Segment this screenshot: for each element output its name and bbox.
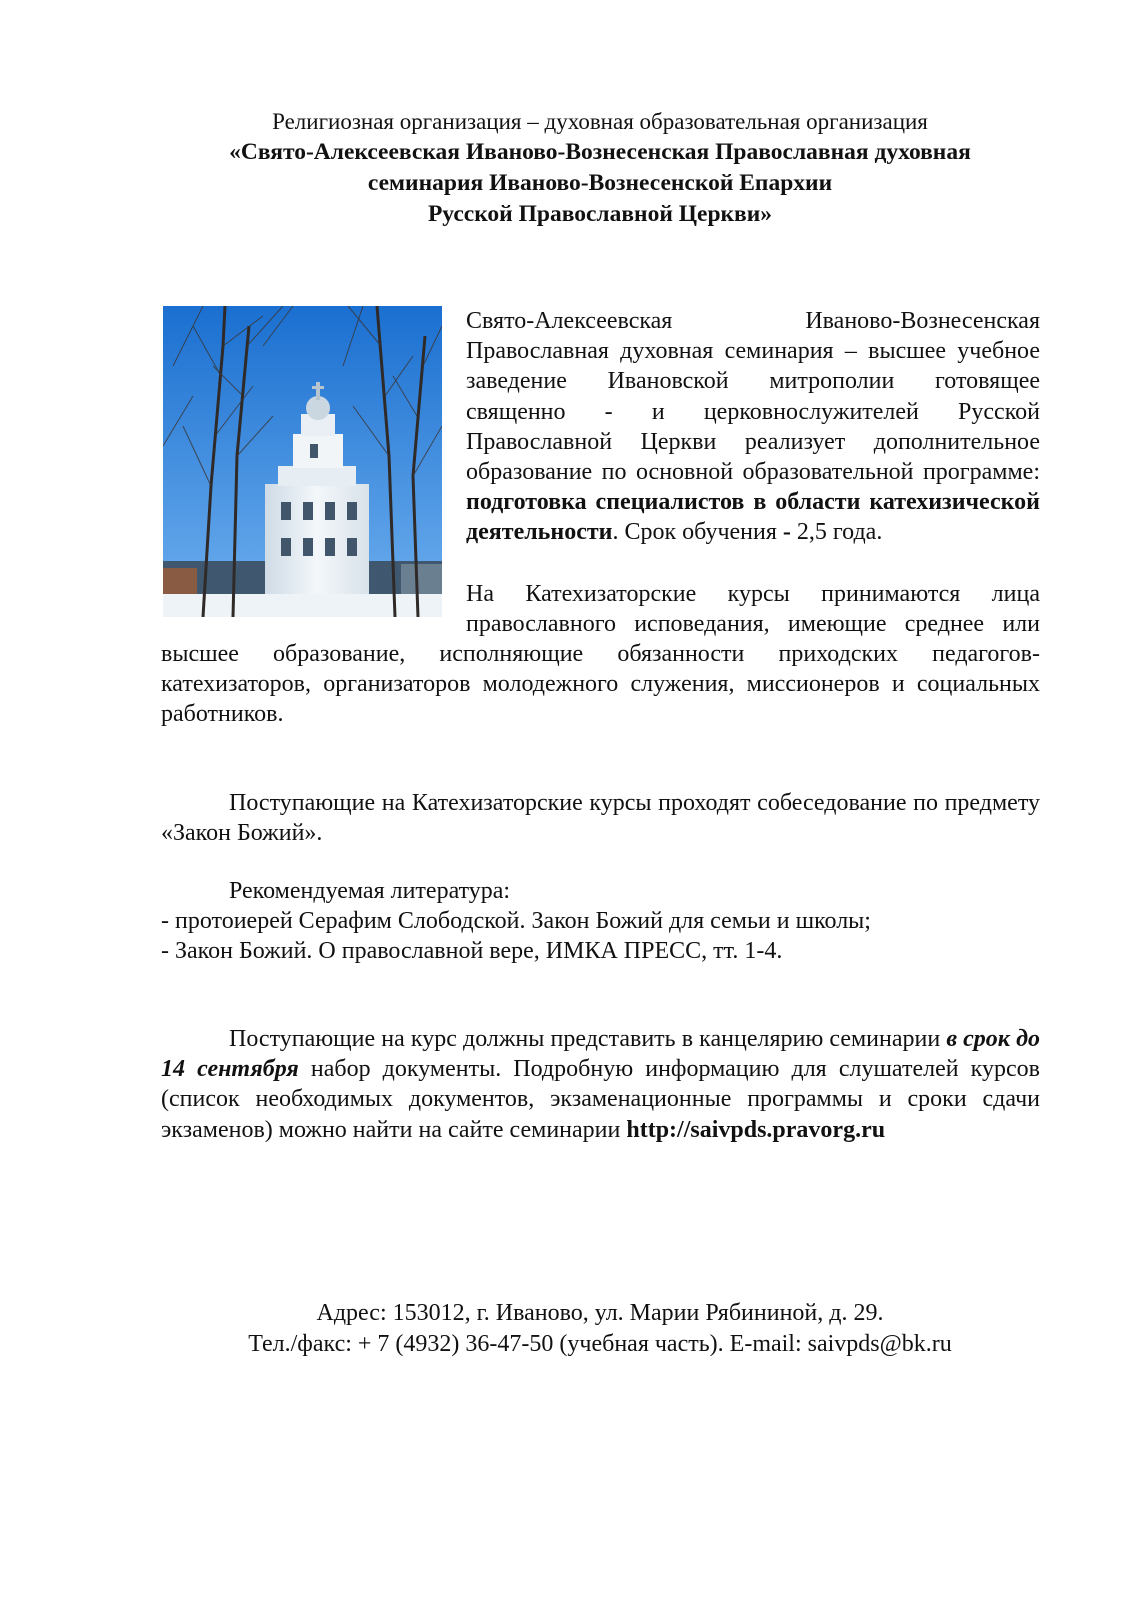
intro-text-after: . Срок обучения [612,519,783,546]
postal-address: Адрес: 153012, г. Иваново, ул. Марии Рябининой, д. 29. [316,1300,884,1326]
literature-heading: Рекомендуемая литература: [229,878,511,904]
organization-name-line-3: Русской Православной Церкви» [427,201,773,227]
study-duration: 2,5 года. [790,519,883,546]
duration-dash: - [782,519,791,546]
contact-footer [160,1298,1040,1360]
seminary-church-photo [163,306,442,617]
literature-item: - протоиерей Серафим Слободской. Закон Божий для семьи и школы; [161,908,871,935]
courses-paragraph-part-2: высшее образование, исполняющие обязанности приходских педагогов-катехизаторов, организаторов молодежного служения, миссионеров и социальных работников. [161,641,1040,728]
documents-paragraph [161,1024,1040,1145]
submission-deadline: в срок до 14 сентября [161,1026,1040,1083]
literature-section [161,876,1040,967]
organization-name-line-1: «Свято-Алексеевская Иваново-Вознесенская Православная духовная [229,139,971,165]
courses-paragraph-part-1: На Катехизаторские курсы принимаются лица православного исповедания, имеющие среднее или [466,581,1040,638]
interview-paragraph: Поступающие на Катехизаторские курсы проходят собеседование по предмету «Закон Божий». [161,790,1040,847]
documents-text-before: Поступающие на курс должны представить в канцелярию семинарии [229,1026,947,1052]
literature-item: - Закон Божий. О православной вере, ИМКА ПРЕСС, тт. 1-4. [161,938,783,965]
intro-text-before: Свято-Алексеевская Иваново-Вознесенская Православная духовная семинария – высшее учебное заведение Ивановской митрополии готовящее священно - и церковнослужителей Русской Православной Церкви реализует дополнительное образование по основной образовательной программе: [466,308,1040,486]
seminary-website-link[interactable]: http://saivpds.pravorg.ru [626,1116,886,1143]
phone-email: Тел./факс: + 7 (4932) 36-47-50 (учебная часть). E-mail: saivpds@bk.ru [248,1331,952,1357]
organization-type: Религиозная организация – духовная образовательная организация [272,109,928,134]
documents-text-after: набор документы. Подробную информацию для слушателей курсов (список необходимых документов, экзаменационные программы и сроки сдачи экзаменов) можно найти на сайте семинарии [161,1056,1040,1143]
intro-paragraph [466,306,1040,548]
organization-name-line-2: семинария Иваново-Вознесенской Епархии [367,170,833,196]
document-header [160,106,1040,230]
program-title: подготовка специалистов в области катехизической деятельности [466,489,1040,546]
